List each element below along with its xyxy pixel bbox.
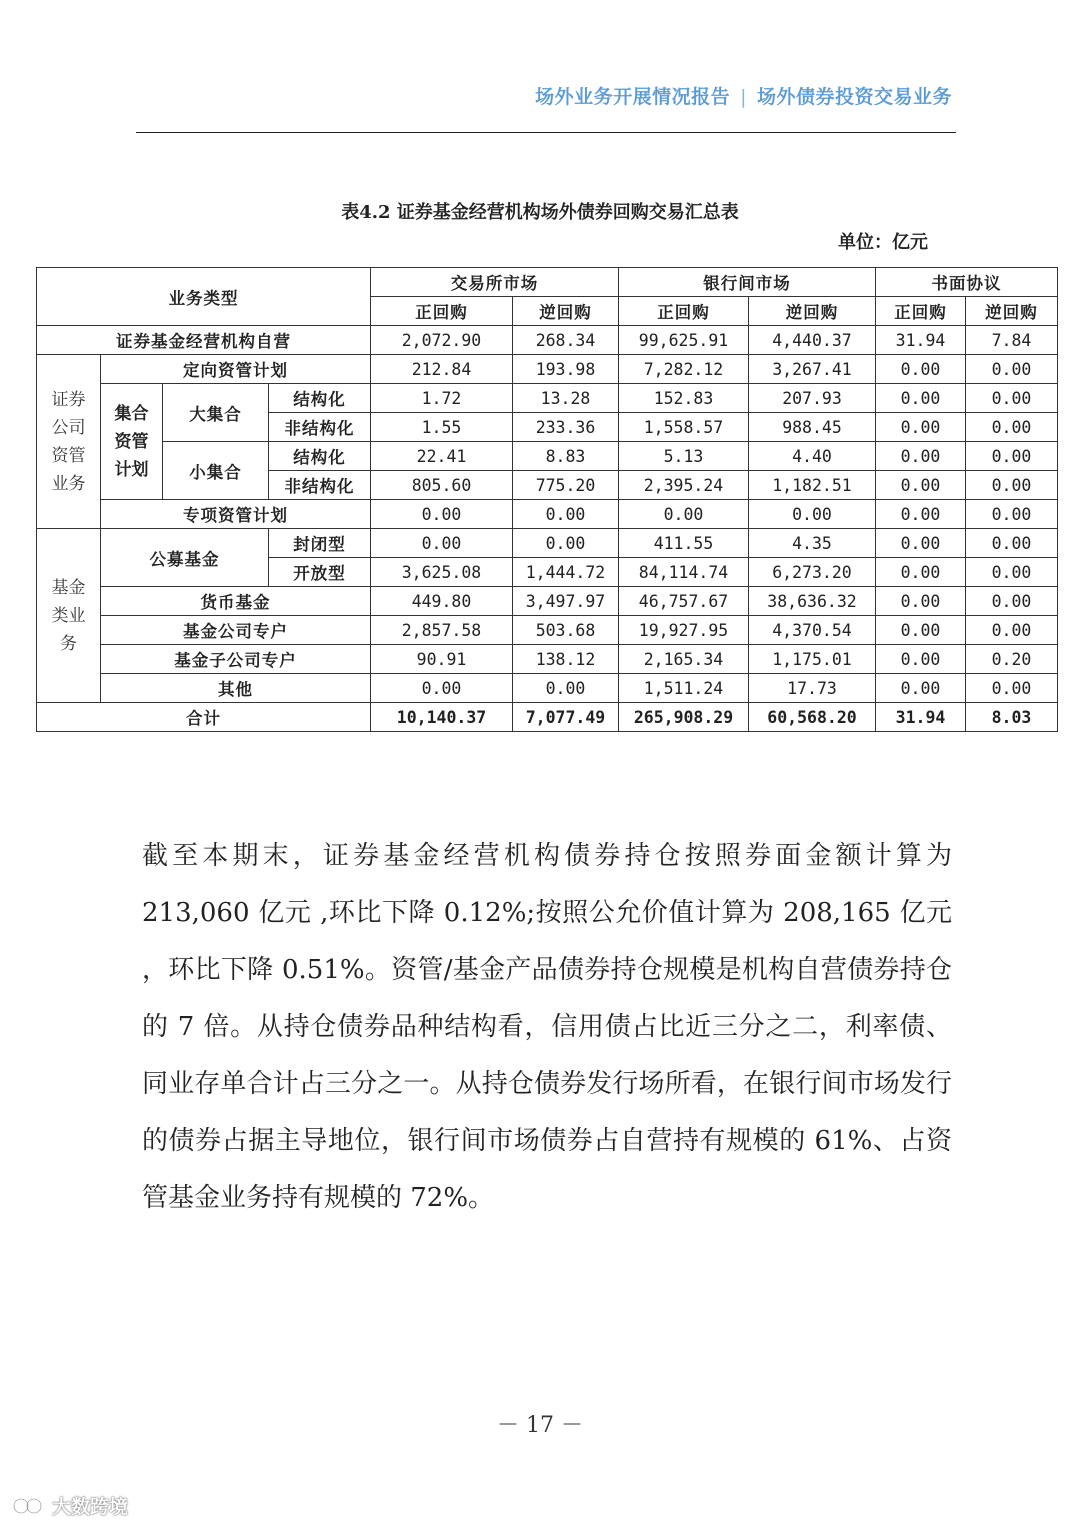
cell: 212.84	[371, 355, 513, 384]
label-sec-group: 证券公司资管业务	[37, 355, 101, 529]
cell: 4,370.54	[749, 616, 876, 645]
row-proprietary	[37, 326, 1058, 355]
exchange-repo-header: 正回购	[371, 297, 513, 326]
cell: 60,568.20	[749, 703, 876, 732]
cell: 31.94	[876, 703, 966, 732]
cell: 3,497.97	[513, 587, 619, 616]
cell: 0.00	[966, 413, 1058, 442]
cell: 99,625.91	[619, 326, 749, 355]
cell: 0.00	[876, 413, 966, 442]
report-header	[535, 82, 952, 109]
cell: 268.34	[513, 326, 619, 355]
cell: 0.00	[876, 471, 966, 500]
label-directional: 定向资管计划	[101, 355, 371, 384]
label-nonstructured: 非结构化	[269, 471, 371, 500]
row-special	[37, 500, 1058, 529]
interbank-repo-header: 正回购	[619, 297, 749, 326]
cell: 0.00	[966, 500, 1058, 529]
cell: 152.83	[619, 384, 749, 413]
cell: 265,908.29	[619, 703, 749, 732]
label-collective: 集合资管计划	[101, 384, 163, 500]
business-type-header: 业务类型	[37, 268, 371, 326]
cell: 7,077.49	[513, 703, 619, 732]
exchange-reverse-header: 逆回购	[513, 297, 619, 326]
cell: 4,440.37	[749, 326, 876, 355]
cell: 0.20	[966, 645, 1058, 674]
cell: 4.40	[749, 442, 876, 471]
cell: 449.80	[371, 587, 513, 616]
cell: 3,267.41	[749, 355, 876, 384]
label-public-fund: 公募基金	[101, 529, 269, 587]
cell: 0.00	[966, 384, 1058, 413]
cell: 0.00	[966, 355, 1058, 384]
cell: 10,140.37	[371, 703, 513, 732]
cell: 775.20	[513, 471, 619, 500]
exchange-header: 交易所市场	[371, 268, 619, 297]
cell: 0.00	[876, 645, 966, 674]
cell: 0.00	[371, 674, 513, 703]
cell: 0.00	[371, 529, 513, 558]
watermark	[12, 1492, 128, 1519]
table-unit: 单位：亿元	[838, 232, 928, 253]
cell: 31.94	[876, 326, 966, 355]
row-directional	[37, 355, 1058, 384]
body-paragraph: 截至本期末，证券基金经营机构债券持仓按照券面金额计算为 213,060 亿元 ,环比下降 0.12%;按照公允价值计算为 208,165 亿元 ，环比下降 0.51%。资管/基金产品债券持仓规模是机构自营债券持仓的 7 倍。从持仓债券品种结构看，信用债占比近三分之二，利率债、同业存单合计占三分之一。从持仓债券发行场所看，在银行间市场发行的债券占据主导地位，银行间市场债券占自营持有规模的 61%、占资管基金业务持有规模的 72%。	[142, 841, 952, 1213]
cell: 0.00	[876, 442, 966, 471]
cell: 0.00	[966, 616, 1058, 645]
cell: 22.41	[371, 442, 513, 471]
cell: 2,072.90	[371, 326, 513, 355]
cell: 233.36	[513, 413, 619, 442]
cell: 1.55	[371, 413, 513, 442]
cell: 2,165.34	[619, 645, 749, 674]
cell: 1,175.01	[749, 645, 876, 674]
cell: 0.00	[876, 384, 966, 413]
cell: 17.73	[749, 674, 876, 703]
row-fund-special	[37, 616, 1058, 645]
cell: 0.00	[876, 616, 966, 645]
row-total	[37, 703, 1058, 732]
written-repo-header: 正回购	[876, 297, 966, 326]
cell: 13.28	[513, 384, 619, 413]
cell: 1,558.57	[619, 413, 749, 442]
cell: 7.84	[966, 326, 1058, 355]
cell: 0.00	[513, 500, 619, 529]
cell: 0.00	[966, 529, 1058, 558]
label-fund-group: 基金类业务	[37, 529, 101, 703]
cell: 988.45	[749, 413, 876, 442]
cell: 0.00	[513, 529, 619, 558]
header-right: 场外债券投资交易业务	[756, 86, 952, 108]
cell: 4.35	[749, 529, 876, 558]
cell: 6,273.20	[749, 558, 876, 587]
cell: 0.00	[513, 674, 619, 703]
cell: 1,182.51	[749, 471, 876, 500]
cell: 38,636.32	[749, 587, 876, 616]
cell: 0.00	[966, 471, 1058, 500]
label-money: 货币基金	[101, 587, 371, 616]
label-structured: 结构化	[269, 384, 371, 413]
cell: 2,857.58	[371, 616, 513, 645]
row-sub-special	[37, 645, 1058, 674]
label-sub-special: 基金子公司专户	[101, 645, 371, 674]
label-proprietary: 证券基金经营机构自营	[37, 326, 371, 355]
cell: 8.83	[513, 442, 619, 471]
label-other: 其他	[101, 674, 371, 703]
page-number: － 17 －	[497, 1413, 583, 1438]
cell: 138.12	[513, 645, 619, 674]
label-special: 专项资管计划	[101, 500, 371, 529]
cell: 2,395.24	[619, 471, 749, 500]
cell: 0.00	[966, 587, 1058, 616]
cell: 411.55	[619, 529, 749, 558]
row-other	[37, 674, 1058, 703]
cell: 503.68	[513, 616, 619, 645]
label-total: 合计	[37, 703, 371, 732]
label-small: 小集合	[163, 442, 269, 500]
cell: 0.00	[966, 674, 1058, 703]
row-closed	[37, 529, 1058, 558]
cell: 0.00	[371, 500, 513, 529]
cell: 84,114.74	[619, 558, 749, 587]
label-fund-special: 基金公司专户	[101, 616, 371, 645]
interbank-header: 银行间市场	[619, 268, 876, 297]
cell: 8.03	[966, 703, 1058, 732]
cell: 0.00	[876, 674, 966, 703]
cell: 19,927.95	[619, 616, 749, 645]
cell: 0.00	[876, 587, 966, 616]
watermark-text: 大数跨境	[52, 1496, 129, 1518]
cell: 0.00	[966, 442, 1058, 471]
watermark-logo-icon	[12, 1495, 46, 1517]
label-structured: 结构化	[269, 442, 371, 471]
cell: 0.00	[749, 500, 876, 529]
header-row-1	[37, 268, 1058, 297]
label-large: 大集合	[163, 384, 269, 442]
label-closed: 封闭型	[269, 529, 371, 558]
header-rule	[136, 132, 956, 133]
cell: 0.00	[876, 500, 966, 529]
cell: 7,282.12	[619, 355, 749, 384]
cell: 805.60	[371, 471, 513, 500]
cell: 90.91	[371, 645, 513, 674]
header-separator: |	[740, 86, 747, 108]
cell: 1,511.24	[619, 674, 749, 703]
header-left: 场外业务开展情况报告	[535, 86, 731, 108]
cell: 0.00	[876, 355, 966, 384]
written-header: 书面协议	[876, 268, 1058, 297]
written-reverse-header: 逆回购	[966, 297, 1058, 326]
cell: 1.72	[371, 384, 513, 413]
label-nonstructured: 非结构化	[269, 413, 371, 442]
row-money	[37, 587, 1058, 616]
cell: 193.98	[513, 355, 619, 384]
cell: 46,757.67	[619, 587, 749, 616]
cell: 0.00	[619, 500, 749, 529]
row-small-structured	[37, 442, 1058, 471]
cell: 1,444.72	[513, 558, 619, 587]
cell: 3,625.08	[371, 558, 513, 587]
interbank-reverse-header: 逆回购	[749, 297, 876, 326]
cell: 0.00	[876, 529, 966, 558]
row-large-structured	[37, 384, 1058, 413]
cell: 0.00	[966, 558, 1058, 587]
cell: 0.00	[876, 558, 966, 587]
table-title: 表4.2 证券基金经营机构场外债券回购交易汇总表	[341, 202, 739, 223]
cell: 207.93	[749, 384, 876, 413]
label-open: 开放型	[269, 558, 371, 587]
repo-summary-table	[36, 267, 1058, 732]
cell: 5.13	[619, 442, 749, 471]
